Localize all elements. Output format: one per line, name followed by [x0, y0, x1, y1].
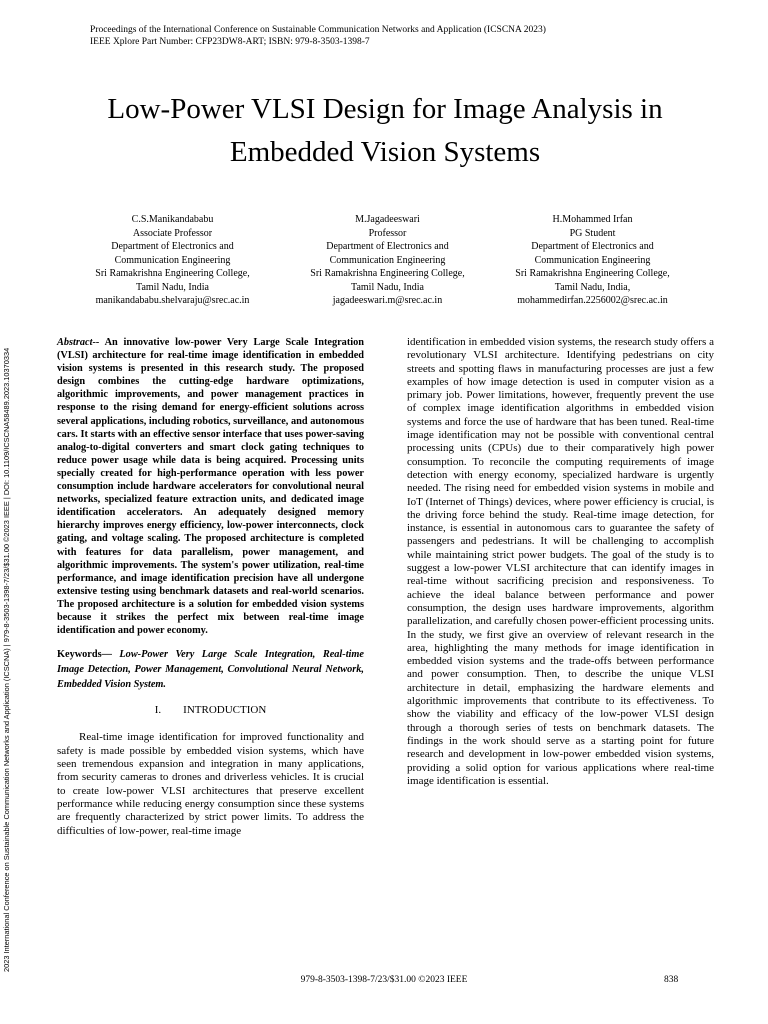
author-location: Tamil Nadu, India [351, 281, 424, 293]
author-role: PG Student [569, 227, 616, 239]
page-number: 838 [664, 975, 679, 985]
author-1 [70, 213, 275, 308]
author-dept: Department of Electronics and [531, 241, 654, 252]
left-column [57, 336, 364, 838]
conference-header [90, 24, 546, 48]
section-number: I. [154, 704, 162, 717]
author-email: jagadeeswari.m@srec.ac.in [332, 295, 443, 306]
keywords-label: Keywords— [57, 649, 112, 661]
author-name: C.S.Manikandababu [131, 214, 214, 225]
author-college: Sri Ramakrishna Engineering College, [515, 268, 670, 279]
author-dept-2: Communication Engineering [114, 254, 231, 266]
abstract-text: An innovative low-power Very Large Scale Integration (VLSI) architecture for real-time image identification in embedded vision systems is presented in this research study. The proposed design combines the cutting-edge hardware optimizations, algorithmic improvements, and power management practices in response to the rising demand for energy-efficient solutions across several applications, including robotics, surveillance, and autonomous cars. It starts with an effective sensor interface that uses power-saving analog-to-digital converters and smart clock gating techniques to reduce power usage while data is being acquired. Processing units specially created for high-performance operation with less power consumption include hardware accelerators for convolutional neural networks, specialized feature extraction units, and dedicated image identification accelerators. An adequately designed memory hierarchy improves energy efficiency, low-power interconnects, clock gating, and voltage scaling. The proposed architecture is completed with features for data parallelism, power management, and algorithmic improvements. The system's power utilization, real-time performance, and image identification precision have all undergone extensive testing using benchmark datasets and real-world scenarios. The proposed architecture is a solution for embedded vision systems because it strikes the perfect mix between real-time image identification and power economy. [57, 337, 364, 637]
keywords-text: Low-Power Very Large Scale Integration, Real-time Image Detection, Power Management, Convolutional Neural Network, Embedded Vision System. [57, 649, 364, 691]
proceedings-line: Proceedings of the International Conference on Sustainable Communication Networks and Application (ICSCNA 2023) [90, 25, 546, 35]
section-title: INTRODUCTION [183, 704, 267, 717]
section-heading [57, 704, 364, 717]
author-2 [285, 213, 490, 308]
author-name: M.Jagadeeswari [355, 214, 420, 225]
abstract-label: Abstract-- [57, 337, 100, 348]
author-location: Tamil Nadu, India, [554, 281, 631, 293]
author-college: Sri Ramakrishna Engineering College, [95, 268, 250, 279]
right-column [407, 336, 714, 788]
author-dept-2: Communication Engineering [534, 254, 651, 266]
intro-continuation: identification in embedded vision systems, the research study offers a revolutionary VLSI architecture. Identifying pedestrians on city streets and spotting flaws in manufacturing processes are just a few examples of how image detection is used in computer vision as a primary job. Power limitations, however, frequently prevent the use of complex image identification algorithms in embedded vision systems and force the use of hardware that has been tuned. Real-time image identification may not be possible with conventional central processing units (CPUs) due to their comparatively high power consumption. To reconcile the computing requirements of image detection with energy economy, specialized hardware is urgently needed. The rising need for embedded vision systems in mobile and IoT (Internet of Things) devices, where power efficiency is crucial, is the driving force behind the study. Real-time image detection, for instance, is essential in autonomous cars to guarantee the safety of passengers and pedestrians. It will be challenging to accomplish while maintaining strict power budgets. The goal of the study is to suggest a low-power VLSI architecture that can identify images in real-time without sacrificing precision and responsiveness. To achieve the ideal balance between performance and power consumption, the design uses hardware improvements, algorithm parallelization, and carefully chosen power-efficient processing units. In the study, we first give an overview of relevant research in the area, highlighting the many methods for image identification in embedded vision systems and the trade-offs between performance and power consumption. Then, to describe the unique VLSI architecture in detail, emphasizing the hardware elements and algorithmic improvements that contribute to its effectiveness. To show the viability and efficacy of the low-power VLSI design through a thorough series of tests on benchmark datasets. The findings in the work should serve as a starting point for future research and development in low-power embedded vision systems, providing a solid option for various applications where real-time image identification is essential. [407, 336, 714, 787]
author-role: Professor [368, 227, 407, 239]
author-dept: Department of Electronics and [111, 241, 234, 252]
author-3 [490, 213, 695, 308]
footer-copyright: 979-8-3503-1398-7/23/$31.00 ©2023 IEEE [300, 975, 468, 985]
keywords [57, 647, 364, 692]
author-location: Tamil Nadu, India [136, 281, 209, 293]
author-role: Associate Professor [132, 227, 213, 239]
author-dept-2: Communication Engineering [329, 254, 446, 266]
author-email: mohammedirfan.2256002@srec.ac.in [517, 295, 668, 306]
abstract [57, 336, 364, 637]
title-line-2: Embedded Vision Systems [229, 136, 541, 168]
author-dept: Department of Electronics and [326, 241, 449, 252]
paper-title [70, 88, 700, 174]
intro-paragraph: Real-time image identification for improved functionality and safety is made possible by embedded vision systems, which have seen tremendous expansion and integration in many applications, from security cameras to drones and driverless vehicles. It is crucial to create low-power VLSI architectures that preserve excellent performance while reducing energy consumption since these systems are frequently characterized by strict power limits. To address the difficulties of low-power, real-time image [57, 731, 364, 837]
doi-sidebar: 2023 International Conference on Sustainable Communication Networks and Application (ICSCNA) | 979-8-3503-1398-7/23/$31.00 ©2023 IEEE | DOI: 10.1109/ICSCNA58489.2023.10370334 [2, 347, 11, 972]
author-name: H.Mohammed Irfan [552, 214, 633, 225]
title-line-1: Low-Power VLSI Design for Image Analysis in [107, 93, 663, 125]
author-college: Sri Ramakrishna Engineering College, [310, 268, 465, 279]
author-email: manikandababu.shelvaraju@srec.ac.in [95, 295, 250, 306]
isbn-line: IEEE Xplore Part Number: CFP23DW8-ART; ISBN: 979-8-3503-1398-7 [90, 37, 370, 47]
